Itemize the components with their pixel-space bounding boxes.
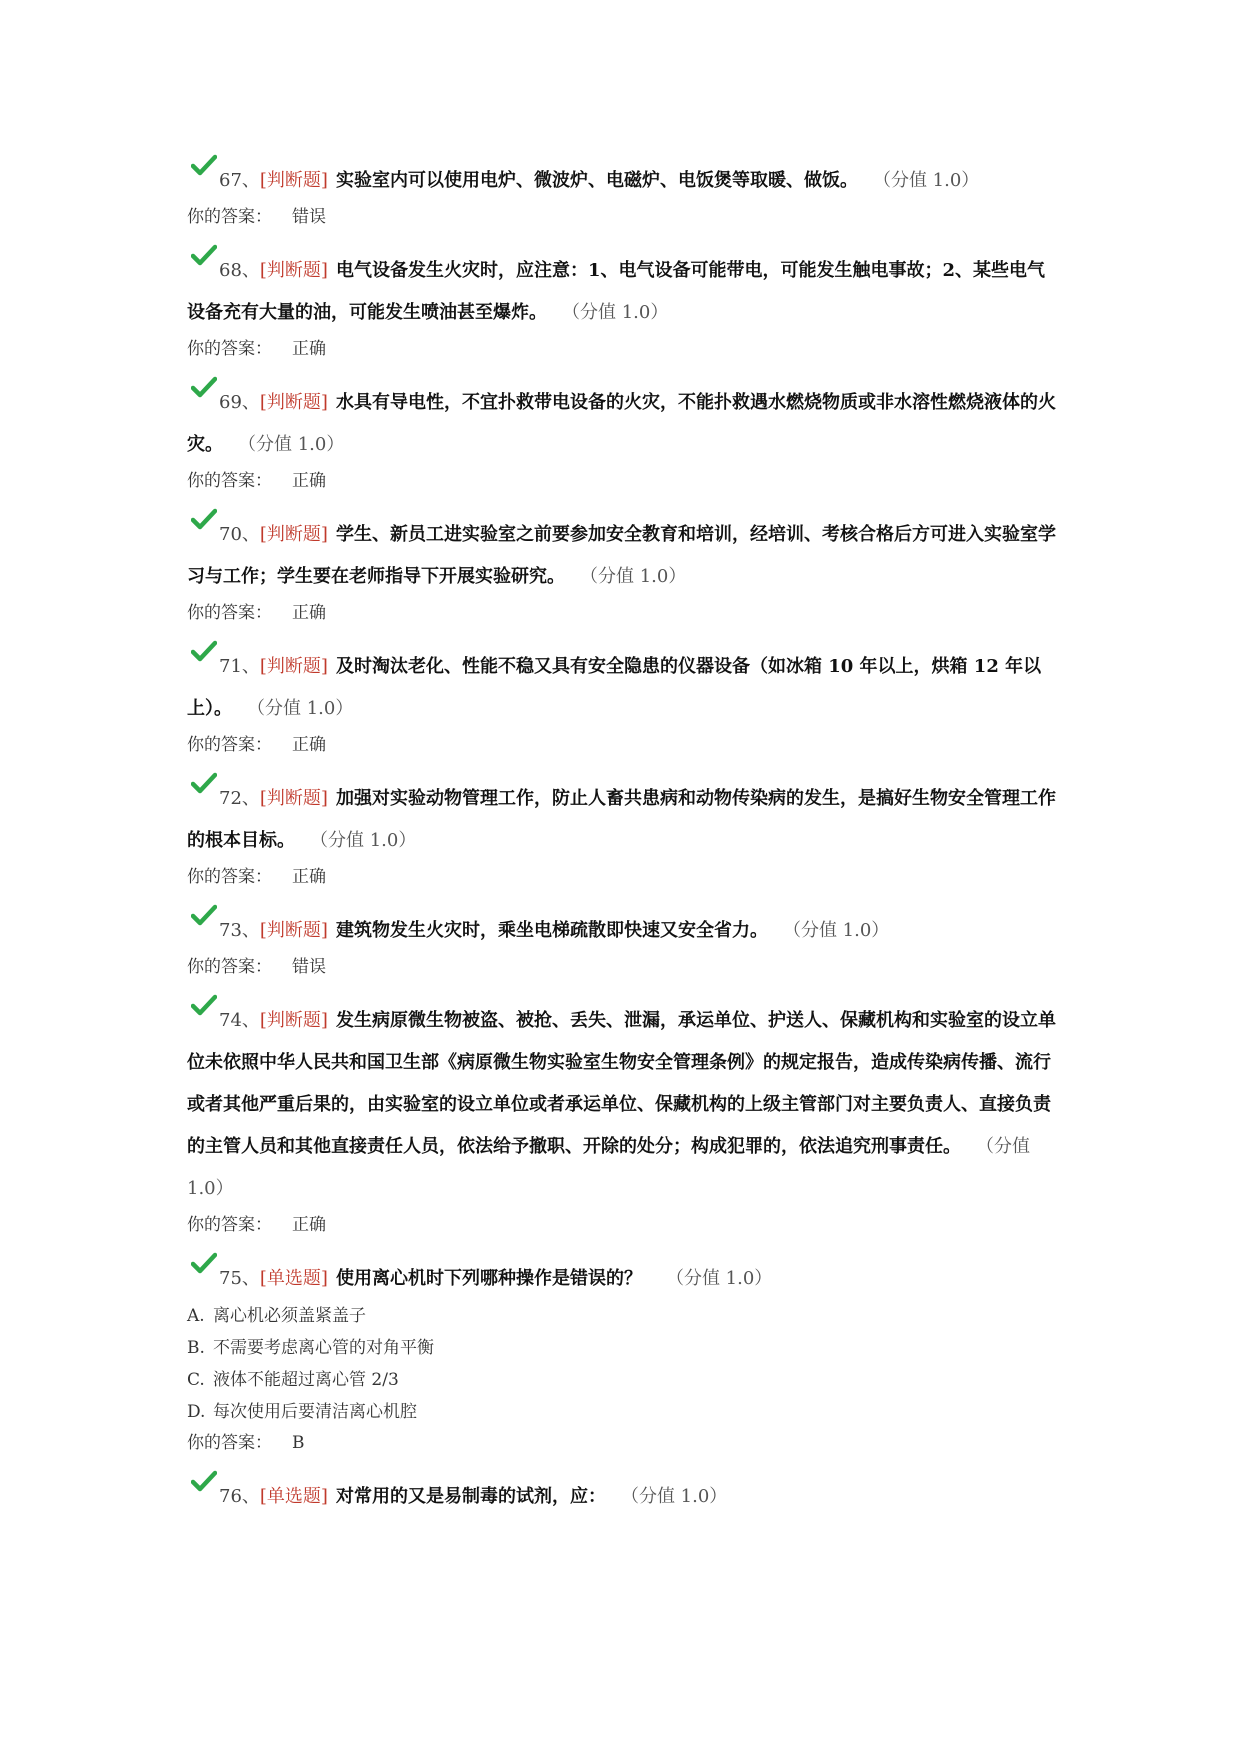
question-score: （分值 1.0） — [791, 920, 890, 941]
question-body — [187, 1476, 1059, 1518]
question-score: （分值 1.0） — [629, 1486, 728, 1507]
question-item — [187, 160, 1059, 232]
question-body — [187, 382, 1059, 466]
question-list — [187, 160, 1059, 1536]
check-icon — [191, 1252, 217, 1274]
question-text: 建筑物发生火灾时，乘坐电梯疏散即快速又安全省力。 — [335, 920, 768, 941]
option-text: 每次使用后要清洁离心机腔 — [213, 1402, 417, 1422]
option-item — [187, 1364, 1059, 1396]
option-letter: D. — [187, 1402, 206, 1422]
check-icon — [191, 376, 217, 398]
option-letter: C. — [187, 1370, 205, 1390]
question-type: [单选题] — [259, 1268, 328, 1289]
question-text: 学生、新员工进实验室之前要参加安全教育和培训，经培训、考核合格后方可进入实验室学习与工作；学生要在老师指导下开展实验研究。 — [187, 524, 1056, 587]
answer-row — [187, 1210, 1059, 1240]
option-item — [187, 1396, 1059, 1428]
question-item — [187, 1000, 1059, 1240]
answer-label: 你的答案： — [187, 735, 272, 755]
answer-label: 你的答案： — [187, 207, 272, 227]
answer-label: 你的答案： — [187, 957, 272, 977]
question-item — [187, 910, 1059, 982]
answer-label: 你的答案： — [187, 867, 272, 887]
answer-row — [187, 1428, 1059, 1458]
question-item — [187, 646, 1059, 760]
answer-value: 正确 — [292, 735, 326, 755]
question-number: 69、 — [219, 392, 260, 413]
question-body — [187, 1258, 1059, 1300]
check-icon — [191, 244, 217, 266]
question-item — [187, 1258, 1059, 1458]
option-text: 不需要考虑离心管的对角平衡 — [213, 1338, 434, 1358]
question-score: （分值 1.0） — [665, 1268, 773, 1289]
question-text: 使用离心机时下列哪种操作是错误的？ — [335, 1268, 642, 1289]
question-text: 实验室内可以使用电炉、微波炉、电磁炉、电饭煲等取暖、做饭。 — [335, 170, 858, 191]
option-item — [187, 1332, 1059, 1364]
answer-value: 正确 — [292, 867, 326, 887]
question-type: [判断题] — [259, 788, 328, 809]
answer-value: 正确 — [292, 471, 326, 491]
question-item — [187, 250, 1059, 364]
check-icon — [191, 1470, 217, 1492]
question-text: 及时淘汰老化、性能不稳又具有安全隐患的仪器设备（如冰箱 10 年以上，烘箱 12 年以上）。 — [187, 656, 1042, 719]
question-item — [187, 1476, 1059, 1518]
question-score: （分值 1.0） — [256, 698, 354, 719]
question-number: 76、 — [219, 1486, 260, 1507]
question-number: 71、 — [219, 656, 260, 677]
answer-value: 正确 — [292, 339, 326, 359]
question-number: 70、 — [219, 524, 260, 545]
question-type: [判断题] — [259, 656, 328, 677]
answer-label: 你的答案： — [187, 1215, 272, 1235]
answer-row — [187, 730, 1059, 760]
answer-value: 正确 — [292, 1215, 326, 1235]
answer-label: 你的答案： — [187, 603, 272, 623]
question-score: （分值 1.0） — [571, 302, 669, 323]
answer-label: 你的答案： — [187, 1433, 272, 1453]
question-body — [187, 646, 1059, 730]
answer-row — [187, 952, 1059, 982]
question-item — [187, 778, 1059, 892]
answer-value: 正确 — [292, 603, 326, 623]
question-score: （分值 1.0） — [187, 1136, 1030, 1199]
question-type: [判断题] — [259, 524, 328, 545]
question-type: [判断题] — [259, 1010, 328, 1031]
answer-row — [187, 334, 1059, 364]
answer-row — [187, 862, 1059, 892]
question-body — [187, 910, 1059, 952]
question-body — [187, 514, 1059, 598]
question-number: 68、 — [219, 260, 260, 281]
question-text: 发生病原微生物被盗、被抢、丢失、泄漏，承运单位、护送人、保藏机构和实验室的设立单位未依照中华人民共和国卫生部《病原微生物实验室生物安全管理条例》的规定报告，造成传染病传播、流行或者其他严重后果的，由实验室的设立单位或者承运单位、保藏机构的上级主管部门对主要负责人、直接负责的主管人员和其他直接责任人员，依法给予撤职、开除的处分；构成犯罪的，依法追究刑事责任。 — [187, 1010, 1056, 1157]
question-score: （分值 1.0） — [319, 830, 417, 851]
check-icon — [191, 994, 217, 1016]
answer-label: 你的答案： — [187, 339, 272, 359]
question-text: 电气设备发生火灾时，应注意：1、电气设备可能带电，可能发生触电事故；2、某些电气设备充有大量的油，可能发生喷油甚至爆炸。 — [187, 260, 1045, 323]
question-body — [187, 250, 1059, 334]
answer-value: 错误 — [292, 207, 326, 227]
question-score: （分值 1.0） — [881, 170, 980, 191]
check-icon — [191, 904, 217, 926]
check-icon — [191, 772, 217, 794]
question-number: 74、 — [219, 1010, 260, 1031]
option-text: 离心机必须盖紧盖子 — [213, 1306, 366, 1326]
question-type: [判断题] — [259, 260, 328, 281]
question-type: [判断题] — [259, 170, 328, 191]
option-text: 液体不能超过离心管 2/3 — [213, 1370, 399, 1390]
answer-row — [187, 466, 1059, 496]
question-number: 75、 — [219, 1268, 260, 1289]
question-score: （分值 1.0） — [589, 566, 687, 587]
question-item — [187, 514, 1059, 628]
question-type: [判断题] — [259, 920, 328, 941]
answer-value: 错误 — [292, 957, 326, 977]
question-number: 67、 — [219, 170, 260, 191]
question-body — [187, 778, 1059, 862]
option-letter: B. — [187, 1338, 205, 1358]
question-type: [单选题] — [259, 1486, 328, 1507]
question-number: 72、 — [219, 788, 260, 809]
answer-row — [187, 598, 1059, 628]
question-type: [判断题] — [259, 392, 328, 413]
option-item — [187, 1300, 1059, 1332]
answer-value: B — [292, 1433, 305, 1453]
check-icon — [191, 508, 217, 530]
question-score: （分值 1.0） — [247, 434, 345, 455]
question-text: 水具有导电性，不宜扑救带电设备的火灾，不能扑救遇水燃烧物质或非水溶性燃烧液体的火灾。 — [187, 392, 1056, 455]
answer-label: 你的答案： — [187, 471, 272, 491]
check-icon — [191, 640, 217, 662]
question-body — [187, 160, 1059, 202]
question-text: 对常用的又是易制毒的试剂，应： — [335, 1486, 606, 1507]
option-list — [187, 1300, 1059, 1428]
question-text: 加强对实验动物管理工作，防止人畜共患病和动物传染病的发生，是搞好生物安全管理工作的根本目标。 — [187, 788, 1056, 851]
check-icon — [191, 154, 217, 176]
option-letter: A. — [187, 1306, 205, 1326]
question-item — [187, 382, 1059, 496]
question-number: 73、 — [219, 920, 260, 941]
question-body — [187, 1000, 1059, 1210]
answer-row — [187, 202, 1059, 232]
